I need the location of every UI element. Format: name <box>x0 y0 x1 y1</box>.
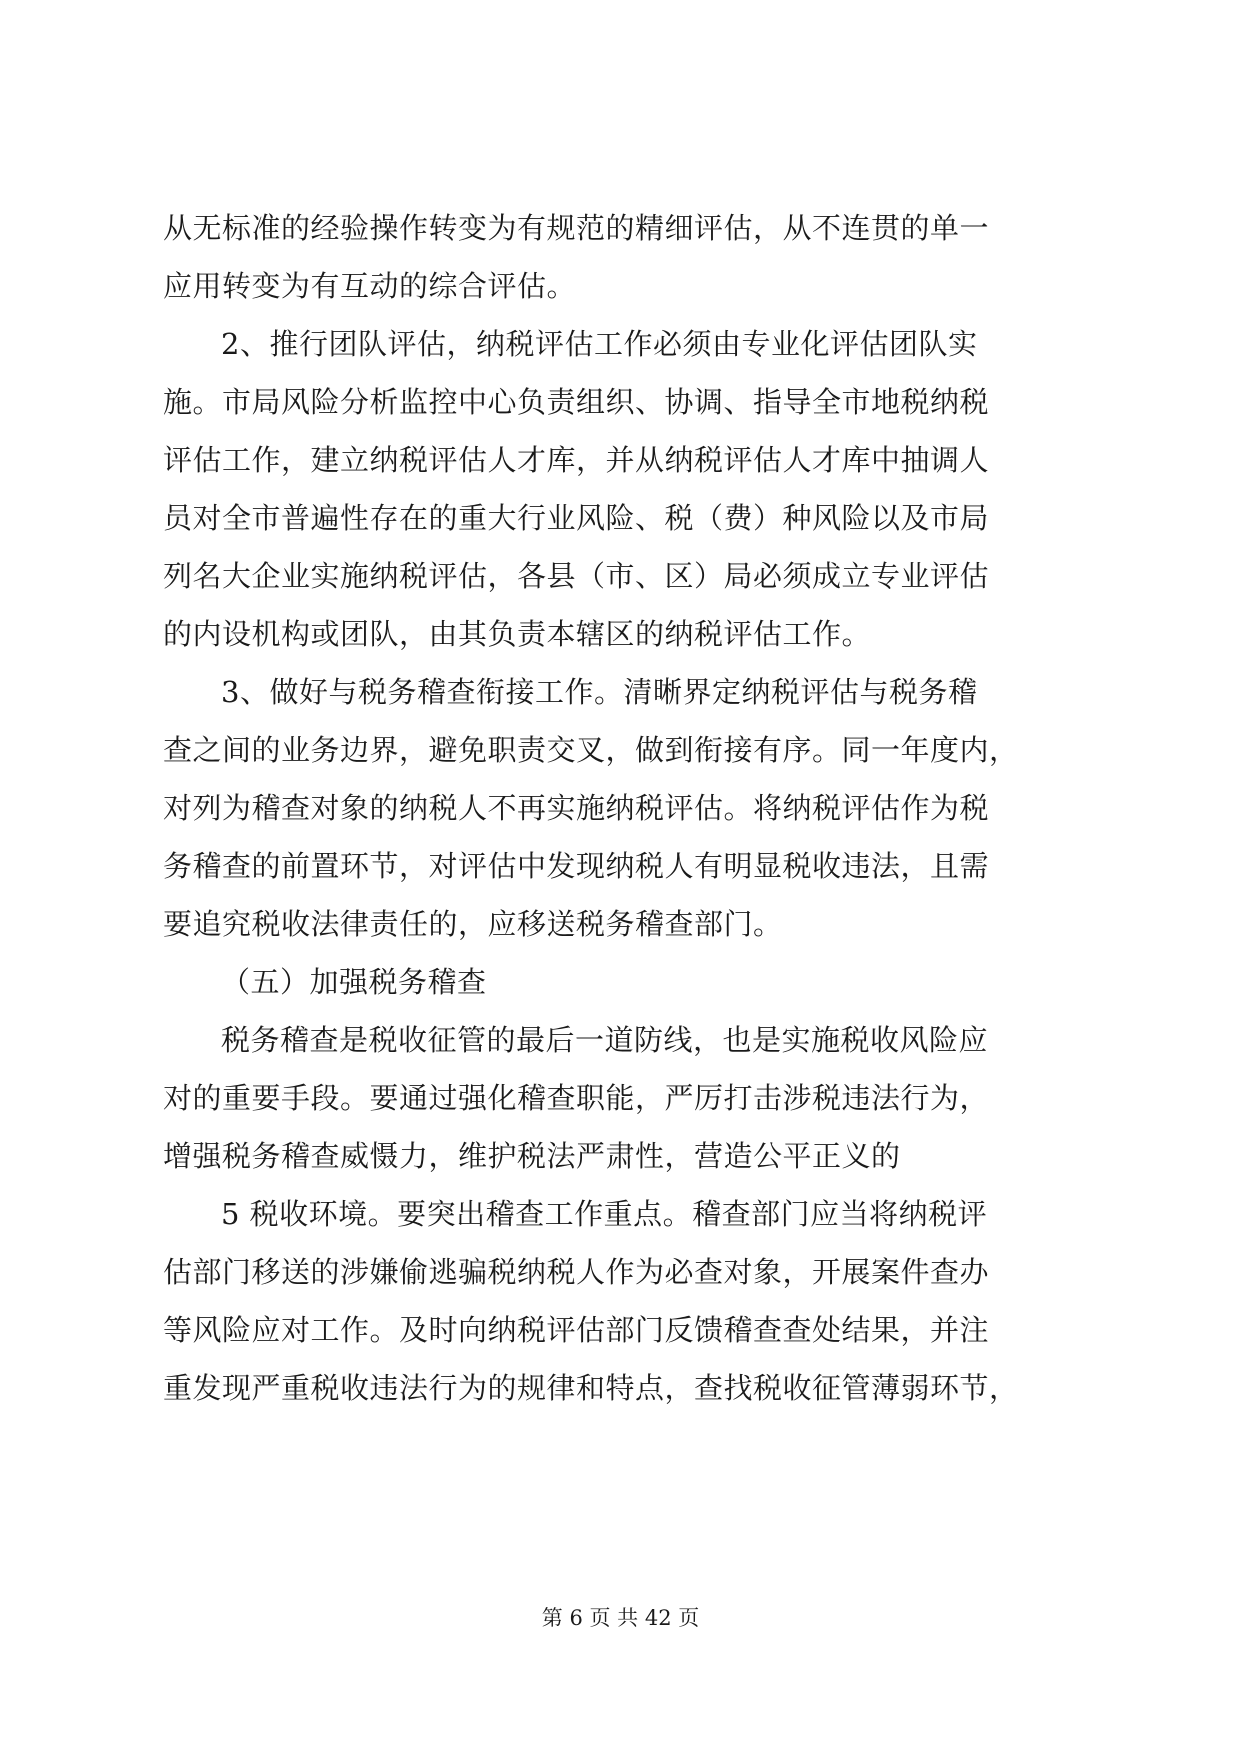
text-line: 从无标准的经验操作转变为有规范的精细评估，从不连贯的单一 <box>163 211 990 245</box>
text-line: 估部门移送的涉嫌偷逃骗税纳税人作为必查对象，开展案件查办 <box>163 1255 990 1289</box>
text-line: 重发现严重税收违法行为的规律和特点，查找税收征管薄弱环节， <box>163 1371 1019 1405</box>
section-heading: （五）加强税务稽查 <box>221 965 487 999</box>
text-line: 等风险应对工作。及时向纳税评估部门反馈稽查查处结果，并注 <box>163 1313 990 1347</box>
text-line: 税务稽查是税收征管的最后一道防线，也是实施税收风险应 <box>221 1023 989 1057</box>
text-line: 对的重要手段。要通过强化稽查职能，严厉打击涉税违法行为， <box>163 1081 990 1115</box>
text-line: 员对全市普遍性存在的重大行业风险、税（费）种风险以及市局 <box>163 501 990 535</box>
text-line: 增强税务稽查威慑力，维护税法严肃性，营造公平正义的 <box>163 1139 901 1173</box>
text-line: 施。市局风险分析监控中心负责组织、协调、指导全市地税纳税 <box>163 385 990 419</box>
text-line: 查之间的业务边界，避免职责交叉，做到衔接有序。同一年度内， <box>163 733 1019 767</box>
text-line: 2、推行团队评估，纳税评估工作必须由专业化评估团队实 <box>221 327 978 361</box>
text-line: 的内设机构或团队，由其负责本辖区的纳税评估工作。 <box>163 617 872 651</box>
text-line: 3、做好与税务稽查衔接工作。清晰界定纳税评估与税务稽 <box>221 675 978 709</box>
text-line: 5 税收环境。要突出稽查工作重点。稽查部门应当将纳税评 <box>221 1197 988 1231</box>
text-line: 对列为稽查对象的纳税人不再实施纳税评估。将纳税评估作为税 <box>163 791 990 825</box>
text-line: 应用转变为有互动的综合评估。 <box>163 269 577 303</box>
page-footer: 第 6 页 共 42 页 <box>541 1606 700 1630</box>
text-line: 要追究税收法律责任的，应移送税务稽查部门。 <box>163 907 783 941</box>
text-line: 评估工作，建立纳税评估人才库，并从纳税评估人才库中抽调人 <box>163 443 990 477</box>
text-line: 列名大企业实施纳税评估，各县（市、区）局必须成立专业评估 <box>163 559 990 593</box>
text-line: 务稽查的前置环节，对评估中发现纳税人有明显税收违法，且需 <box>163 849 990 883</box>
